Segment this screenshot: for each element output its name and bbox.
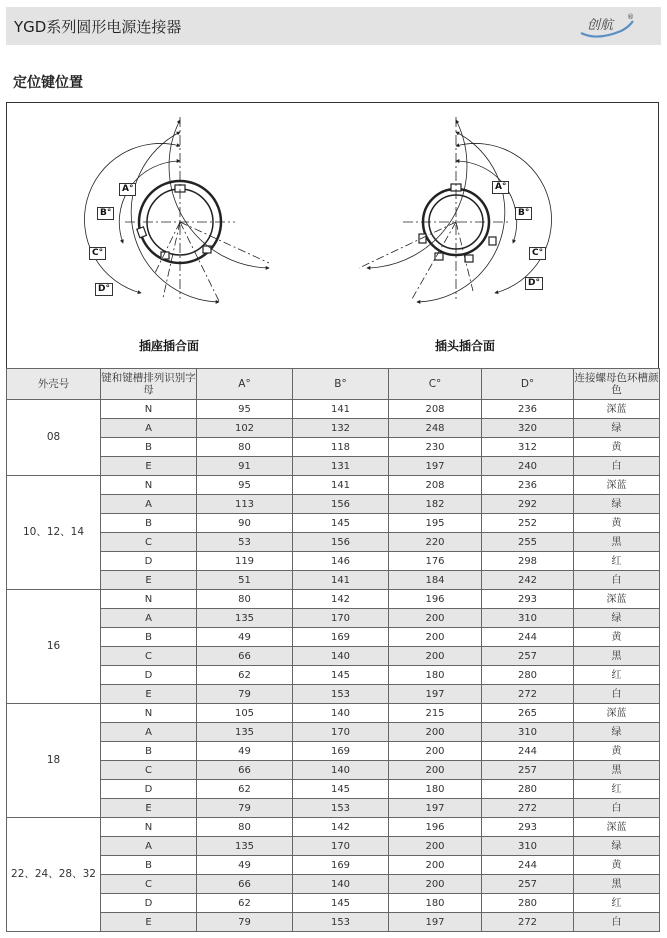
table-cell: 深蓝 [574, 818, 660, 837]
table-cell: 深蓝 [574, 400, 660, 419]
keyway-drawing [7, 103, 660, 369]
table-cell: 142 [293, 590, 389, 609]
table-cell: 145 [293, 514, 389, 533]
table-cell: 135 [197, 837, 293, 856]
table-cell: 280 [482, 894, 574, 913]
angle-label-d-right: D° [525, 277, 543, 290]
table-cell: 118 [293, 438, 389, 457]
table-cell: 黄 [574, 742, 660, 761]
table-cell: 197 [389, 799, 482, 818]
angle-label-a-right: A° [492, 181, 509, 194]
table-row [7, 913, 660, 932]
table-row [7, 799, 660, 818]
table-cell: 153 [293, 913, 389, 932]
table-cell: 169 [293, 742, 389, 761]
shell-size-cell: 22、24、28、32 [7, 818, 101, 932]
table-cell: B [101, 628, 197, 647]
table-cell: D [101, 666, 197, 685]
table-cell: 黄 [574, 514, 660, 533]
table-cell: 215 [389, 704, 482, 723]
table-cell: E [101, 685, 197, 704]
table-cell: 53 [197, 533, 293, 552]
table-cell: 169 [293, 628, 389, 647]
table-cell: 黑 [574, 533, 660, 552]
table-cell: 黄 [574, 856, 660, 875]
table-cell: 184 [389, 571, 482, 590]
table-row [7, 818, 660, 837]
table-cell: 200 [389, 761, 482, 780]
table-cell: 140 [293, 875, 389, 894]
svg-text:®: ® [627, 13, 634, 21]
table-cell: E [101, 457, 197, 476]
table-row [7, 628, 660, 647]
table-cell: 66 [197, 647, 293, 666]
table-cell: 208 [389, 400, 482, 419]
table-cell: A [101, 609, 197, 628]
table-cell: 深蓝 [574, 476, 660, 495]
table-cell: 91 [197, 457, 293, 476]
table-row [7, 837, 660, 856]
header-angle-a: A° [197, 369, 293, 400]
table-row [7, 457, 660, 476]
table-cell: 51 [197, 571, 293, 590]
table-cell: 113 [197, 495, 293, 514]
table-cell: 200 [389, 875, 482, 894]
table-cell: A [101, 419, 197, 438]
table-row [7, 875, 660, 894]
header-shell-size: 外壳号 [7, 369, 101, 400]
table-cell: 200 [389, 742, 482, 761]
header-color: 连接螺母色环槽颜色 [574, 369, 660, 400]
table-cell: 310 [482, 837, 574, 856]
table-cell: 244 [482, 856, 574, 875]
table-cell: 220 [389, 533, 482, 552]
table-cell: 244 [482, 628, 574, 647]
table-cell: 131 [293, 457, 389, 476]
table-cell: 绿 [574, 419, 660, 438]
table-row [7, 476, 660, 495]
table-cell: N [101, 818, 197, 837]
table-cell: B [101, 742, 197, 761]
table-cell: 白 [574, 799, 660, 818]
table-cell: 248 [389, 419, 482, 438]
table-row [7, 495, 660, 514]
table-cell: 132 [293, 419, 389, 438]
table-cell: 200 [389, 647, 482, 666]
table-cell: 146 [293, 552, 389, 571]
table-row [7, 647, 660, 666]
table-row [7, 856, 660, 875]
table-cell: 312 [482, 438, 574, 457]
table-cell: 200 [389, 856, 482, 875]
table-cell: 265 [482, 704, 574, 723]
table-row [7, 666, 660, 685]
table-cell: 黄 [574, 628, 660, 647]
table-cell: 310 [482, 609, 574, 628]
table-cell: 257 [482, 875, 574, 894]
table-cell: C [101, 875, 197, 894]
table-cell: 195 [389, 514, 482, 533]
table-cell: 272 [482, 685, 574, 704]
table-row [7, 571, 660, 590]
table-row [7, 514, 660, 533]
shell-size-cell: 16 [7, 590, 101, 704]
page-title: YGD系列圆形电源连接器 [14, 18, 182, 36]
page-header [6, 7, 661, 45]
angle-label-c-right: C° [529, 247, 546, 260]
table-cell: 62 [197, 780, 293, 799]
table-row [7, 761, 660, 780]
keyway-angle-table [6, 368, 660, 932]
table-row [7, 590, 660, 609]
table-cell: 95 [197, 476, 293, 495]
table-cell: N [101, 704, 197, 723]
table-cell: E [101, 571, 197, 590]
table-row [7, 609, 660, 628]
table-row [7, 723, 660, 742]
table-cell: 197 [389, 913, 482, 932]
table-cell: 153 [293, 799, 389, 818]
table-cell: 170 [293, 723, 389, 742]
table-cell: N [101, 590, 197, 609]
table-cell: 180 [389, 666, 482, 685]
table-cell: 红 [574, 666, 660, 685]
table-header-row [7, 369, 660, 400]
table-cell: E [101, 913, 197, 932]
table-cell: 49 [197, 628, 293, 647]
table-cell: 95 [197, 400, 293, 419]
table-cell: 298 [482, 552, 574, 571]
table-cell: 200 [389, 723, 482, 742]
table-cell: 242 [482, 571, 574, 590]
table-cell: N [101, 400, 197, 419]
table-cell: B [101, 856, 197, 875]
table-cell: 绿 [574, 723, 660, 742]
table-cell: 293 [482, 590, 574, 609]
table-cell: 208 [389, 476, 482, 495]
table-cell: 180 [389, 780, 482, 799]
table-cell: 320 [482, 419, 574, 438]
brand-logo-icon [577, 11, 637, 41]
table-cell: 141 [293, 571, 389, 590]
table-cell: 白 [574, 571, 660, 590]
table-cell: 170 [293, 837, 389, 856]
shell-size-cell: 08 [7, 400, 101, 476]
table-cell: B [101, 514, 197, 533]
header-angle-c: C° [389, 369, 482, 400]
table-cell: 145 [293, 666, 389, 685]
table-cell: 240 [482, 457, 574, 476]
brand-logo [577, 11, 637, 41]
table-cell: 280 [482, 780, 574, 799]
table-cell: 深蓝 [574, 590, 660, 609]
table-cell: 绿 [574, 837, 660, 856]
table-cell: 257 [482, 761, 574, 780]
table-cell: 252 [482, 514, 574, 533]
table-cell: 310 [482, 723, 574, 742]
table-cell: 49 [197, 742, 293, 761]
table-cell: 红 [574, 894, 660, 913]
table-cell: 292 [482, 495, 574, 514]
table-cell: N [101, 476, 197, 495]
table-cell: 156 [293, 495, 389, 514]
table-cell: 236 [482, 476, 574, 495]
header-angle-b: B° [293, 369, 389, 400]
table-cell: 153 [293, 685, 389, 704]
table-cell: 255 [482, 533, 574, 552]
table-cell: 绿 [574, 495, 660, 514]
table-cell: B [101, 438, 197, 457]
table-cell: 196 [389, 818, 482, 837]
table-row [7, 704, 660, 723]
table-cell: 红 [574, 780, 660, 799]
table-cell: 280 [482, 666, 574, 685]
table-cell: 156 [293, 533, 389, 552]
table-cell: 135 [197, 609, 293, 628]
table-cell: 196 [389, 590, 482, 609]
table-row [7, 552, 660, 571]
receptacle-caption: 插座插合面 [139, 339, 200, 353]
table-row [7, 400, 660, 419]
table-cell: 197 [389, 685, 482, 704]
table-cell: 140 [293, 647, 389, 666]
table-cell: A [101, 723, 197, 742]
table-row [7, 533, 660, 552]
table-cell: 197 [389, 457, 482, 476]
table-cell: 49 [197, 856, 293, 875]
table-cell: 66 [197, 875, 293, 894]
shell-size-cell: 10、12、14 [7, 476, 101, 590]
angle-label-b-left: B° [97, 207, 114, 220]
table-cell: 深蓝 [574, 704, 660, 723]
table-cell: 102 [197, 419, 293, 438]
table-cell: 169 [293, 856, 389, 875]
table-cell: 62 [197, 894, 293, 913]
table-cell: 90 [197, 514, 293, 533]
table-cell: 200 [389, 628, 482, 647]
table-cell: 200 [389, 837, 482, 856]
table-cell: D [101, 552, 197, 571]
table-row [7, 894, 660, 913]
table-cell: C [101, 647, 197, 666]
angle-label-b-right: B° [515, 207, 532, 220]
header-angle-d: D° [482, 369, 574, 400]
table-body [7, 400, 660, 932]
table-cell: C [101, 533, 197, 552]
table-cell: C [101, 761, 197, 780]
table-cell: 145 [293, 894, 389, 913]
section-title: 定位键位置 [13, 75, 83, 91]
table-cell: 79 [197, 913, 293, 932]
table-cell: 绿 [574, 609, 660, 628]
table-cell: 黑 [574, 647, 660, 666]
table-cell: A [101, 837, 197, 856]
angle-label-d-left: D° [95, 283, 113, 296]
table-cell: 140 [293, 704, 389, 723]
header-key-letter: 键和键槽排列识别字母 [101, 369, 197, 400]
table-cell: D [101, 780, 197, 799]
table-cell: 180 [389, 894, 482, 913]
table-cell: 62 [197, 666, 293, 685]
table-cell: 黄 [574, 438, 660, 457]
table-row [7, 419, 660, 438]
table-cell: 236 [482, 400, 574, 419]
table-cell: 293 [482, 818, 574, 837]
table-cell: 80 [197, 818, 293, 837]
table-row [7, 438, 660, 457]
table-cell: 141 [293, 476, 389, 495]
table-cell: 79 [197, 685, 293, 704]
table-cell: 白 [574, 913, 660, 932]
table-cell: 135 [197, 723, 293, 742]
table-cell: 176 [389, 552, 482, 571]
table-cell: 黑 [574, 875, 660, 894]
table-cell: 257 [482, 647, 574, 666]
table-cell: 白 [574, 685, 660, 704]
table-cell: 272 [482, 799, 574, 818]
table-cell: 66 [197, 761, 293, 780]
table-cell: 白 [574, 457, 660, 476]
table-cell: 黑 [574, 761, 660, 780]
table-cell: 230 [389, 438, 482, 457]
angle-label-a-left: A° [119, 183, 136, 196]
table-cell: E [101, 799, 197, 818]
table-cell: 140 [293, 761, 389, 780]
table-cell: A [101, 495, 197, 514]
angle-label-c-left: C° [89, 247, 106, 260]
table-cell: D [101, 894, 197, 913]
table-cell: 244 [482, 742, 574, 761]
table-cell: 119 [197, 552, 293, 571]
table-cell: 272 [482, 913, 574, 932]
table-row [7, 742, 660, 761]
plug-caption: 插头插合面 [435, 339, 496, 353]
table-cell: 141 [293, 400, 389, 419]
table-cell: 80 [197, 590, 293, 609]
table-cell: 79 [197, 799, 293, 818]
table-row [7, 780, 660, 799]
table-cell: 145 [293, 780, 389, 799]
table-cell: 80 [197, 438, 293, 457]
table-cell: 142 [293, 818, 389, 837]
table-cell: 170 [293, 609, 389, 628]
svg-text:创航: 创航 [587, 18, 614, 33]
shell-size-cell: 18 [7, 704, 101, 818]
keyway-diagram [6, 102, 659, 368]
table-cell: 红 [574, 552, 660, 571]
table-row [7, 685, 660, 704]
table-cell: 105 [197, 704, 293, 723]
table-cell: 200 [389, 609, 482, 628]
table-cell: 182 [389, 495, 482, 514]
